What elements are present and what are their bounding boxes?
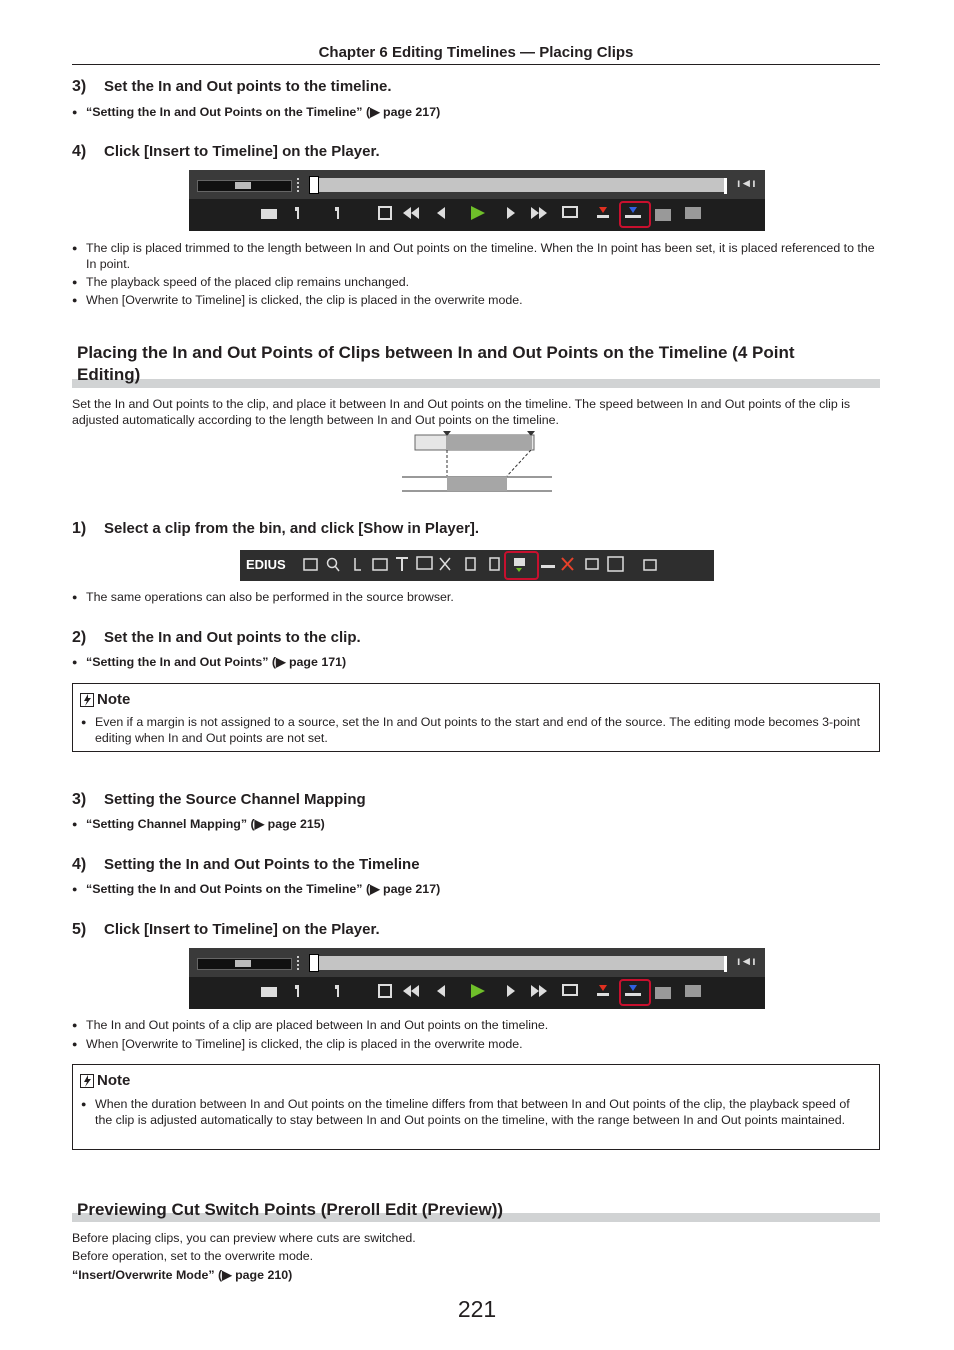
color-bar-icon (417, 557, 432, 569)
set-in-icon (295, 207, 299, 219)
fast-forward-icon (531, 985, 547, 997)
add-to-timeline-icon (541, 565, 555, 568)
loop-icon (563, 207, 577, 217)
note-icon (80, 1074, 94, 1088)
reference-link[interactable]: “Setting the In and Out Points on the Timeline” ( (86, 105, 371, 119)
step-2b (72, 629, 361, 647)
shuttle-slider[interactable] (197, 958, 292, 970)
step-forward-icon (507, 207, 515, 219)
playhead-icon[interactable] (309, 176, 319, 194)
chapter-header: Chapter 6 Editing Timelines — Placing Clips (318, 44, 634, 61)
bin-toolbar-screenshot (240, 550, 714, 581)
set-in-icon (295, 985, 299, 997)
step-number: 3) (72, 791, 87, 808)
page-number: 221 (457, 1296, 497, 1322)
reference-item: ● “Setting Channel Mapping” (▶ page 215) (72, 817, 325, 831)
properties-icon (586, 559, 598, 569)
reference-item: “Insert/Overwrite Mode” (▶ page 210) (72, 1268, 293, 1282)
reference-link[interactable]: “Insert/Overwrite Mode” ( (72, 1268, 223, 1282)
step-number: 4) (72, 856, 87, 873)
step-back-icon (437, 985, 445, 997)
highlight-insert-button (619, 201, 651, 228)
highlight-insert-button (619, 979, 651, 1006)
step-text: Set the In and Out points to the timeline. (104, 78, 392, 95)
step-text: Click [Insert to Timeline] on the Player. (104, 921, 380, 938)
note-item: ● When the duration between In and Out points on the timeline differs from that between In and Out points of the clip, the playback speed of the clip is adjusted automatically to stay between In and Out points on the timeline, with the range between In and Out points maintained. (81, 1097, 850, 1127)
player-screenshot (189, 170, 765, 231)
overwrite-timeline-icon (655, 209, 671, 221)
end-marker (724, 178, 727, 194)
reference-item: ● “Setting the In and Out Points” (▶ page 171) (72, 655, 347, 669)
insert-timeline-icon (685, 207, 701, 219)
stop-icon (379, 207, 391, 219)
step-3b (72, 791, 366, 809)
audio-icon[interactable]: ı◄ı (737, 176, 756, 190)
header-rule (72, 64, 880, 65)
bin-icon (644, 560, 656, 570)
step-number: 4) (72, 143, 87, 160)
fast-forward-icon (531, 207, 547, 219)
play-icon (471, 206, 485, 220)
paste-icon (490, 558, 499, 570)
audio-icon[interactable]: ı◄ı (737, 954, 756, 968)
list-item: ● The clip is placed trimmed to the length between In and Out points on the timeline. When the In point has been set, it is placed referenced to the In point. (72, 241, 875, 271)
step-4a (72, 143, 380, 161)
list-item: ● When [Overwrite to Timeline] is clicked, the clip is placed in the overwrite mode. (72, 1037, 523, 1051)
list-item: ● The In and Out points of a clip are placed between In and Out points on the timeline. (72, 1018, 549, 1032)
overwrite-icon (599, 207, 607, 213)
step-text: Click [Insert to Timeline] on the Player. (104, 143, 380, 160)
step-back-icon (437, 207, 445, 219)
step-text: Set the In and Out points to the clip. (104, 629, 361, 646)
step-number: 1) (72, 520, 87, 537)
rewind-icon (403, 985, 419, 997)
cue-icon (261, 987, 277, 997)
step-1b (72, 520, 479, 538)
play-arrow-icon: ▶ (254, 817, 265, 831)
overwrite-icon (599, 985, 607, 991)
highlight-show-in-player-button (504, 551, 539, 580)
step-text: Setting the In and Out Points to the Timeline (104, 856, 420, 873)
note-box (72, 683, 880, 752)
play-icon (471, 984, 485, 998)
title-icon (396, 558, 408, 571)
edius-logo: EDIUS (246, 557, 286, 572)
reference-item: ● “Setting the In and Out Points on the Timeline” (▶ page 217) (72, 882, 441, 896)
step-number: 2) (72, 629, 87, 646)
shuttle-slider[interactable] (197, 180, 292, 192)
player-screenshot (189, 948, 765, 1009)
loop-icon (563, 985, 577, 995)
section-title: Placing the In and Out Points of Clips between In and Out Points on the Timeline (4 Point Editing) (77, 343, 795, 384)
note-label: Note (97, 691, 131, 708)
step-number: 3) (72, 78, 87, 95)
end-marker (724, 956, 727, 972)
marker-icon (297, 956, 305, 970)
rewind-icon (403, 207, 419, 219)
note-label: Note (97, 1072, 131, 1089)
cut-icon (440, 558, 450, 570)
reference-item: ● “Setting the In and Out Points on the Timeline” (▶ page 217) (72, 105, 441, 119)
player-controls[interactable] (189, 977, 765, 1009)
folder-icon (304, 559, 317, 570)
step-3a (72, 78, 392, 96)
note-item: ● Even if a margin is not assigned to a source, set the In and Out points to the start and end of the source. The editing mode becomes 3-point editing when In and Out points are not set. (81, 715, 861, 745)
step-5b (72, 921, 380, 939)
play-arrow-icon: ▶ (370, 882, 380, 896)
insert-timeline-icon (685, 985, 701, 997)
stop-icon (379, 985, 391, 997)
cue-icon (261, 209, 277, 219)
copy-icon (466, 558, 475, 570)
note-icon (80, 693, 94, 707)
play-arrow-icon: ▶ (222, 1268, 232, 1282)
list-item: ● When [Overwrite to Timeline] is clicked, the clip is placed in the overwrite mode. (72, 293, 523, 307)
overwrite-timeline-icon (655, 987, 671, 999)
delete-icon (562, 558, 573, 570)
step-number: 5) (72, 921, 87, 938)
player-controls[interactable] (189, 199, 765, 231)
section-body-line: Before operation, set to the overwrite mode. (72, 1249, 314, 1263)
up-icon (355, 558, 361, 570)
list-item: ● The same operations can also be performed in the source browser. (72, 590, 454, 604)
set-out-icon (335, 207, 339, 219)
section-title: Previewing Cut Switch Points (Preroll Edit (Preview)) (77, 1200, 504, 1219)
timeline-slider[interactable] (309, 956, 725, 970)
play-arrow-icon: ▶ (370, 105, 380, 119)
timeline-slider[interactable] (309, 178, 725, 192)
reference-link[interactable]: “Setting the In and Out Points” ( (86, 655, 276, 669)
list-item: ● The playback speed of the placed clip remains unchanged. (72, 275, 410, 289)
section-body-line: Before placing clips, you can preview where cuts are switched. (72, 1231, 416, 1245)
play-arrow-icon: ▶ (275, 655, 286, 669)
reference-link[interactable]: “Setting the In and Out Points on the Timeline” ( (86, 882, 371, 896)
four-point-diagram (400, 430, 555, 494)
playhead-icon[interactable] (309, 954, 319, 972)
step-text: Select a clip from the bin, and click [Show in Player]. (104, 520, 480, 537)
step-forward-icon (507, 985, 515, 997)
view-icon (608, 557, 623, 571)
add-clip-icon (373, 559, 387, 570)
marker-icon (297, 178, 305, 192)
section-body: Set the In and Out points to the clip, and place it between In and Out points on the timeline. The speed between In and Out points of the clip is adjusted automatically according to the length between In and Out points on the timeline. (72, 397, 851, 427)
set-out-icon (335, 985, 339, 997)
step-text: Setting the Source Channel Mapping (104, 791, 366, 808)
reference-link[interactable]: “Setting Channel Mapping” ( (86, 817, 255, 831)
note-box (72, 1064, 880, 1150)
step-4b (72, 856, 420, 874)
